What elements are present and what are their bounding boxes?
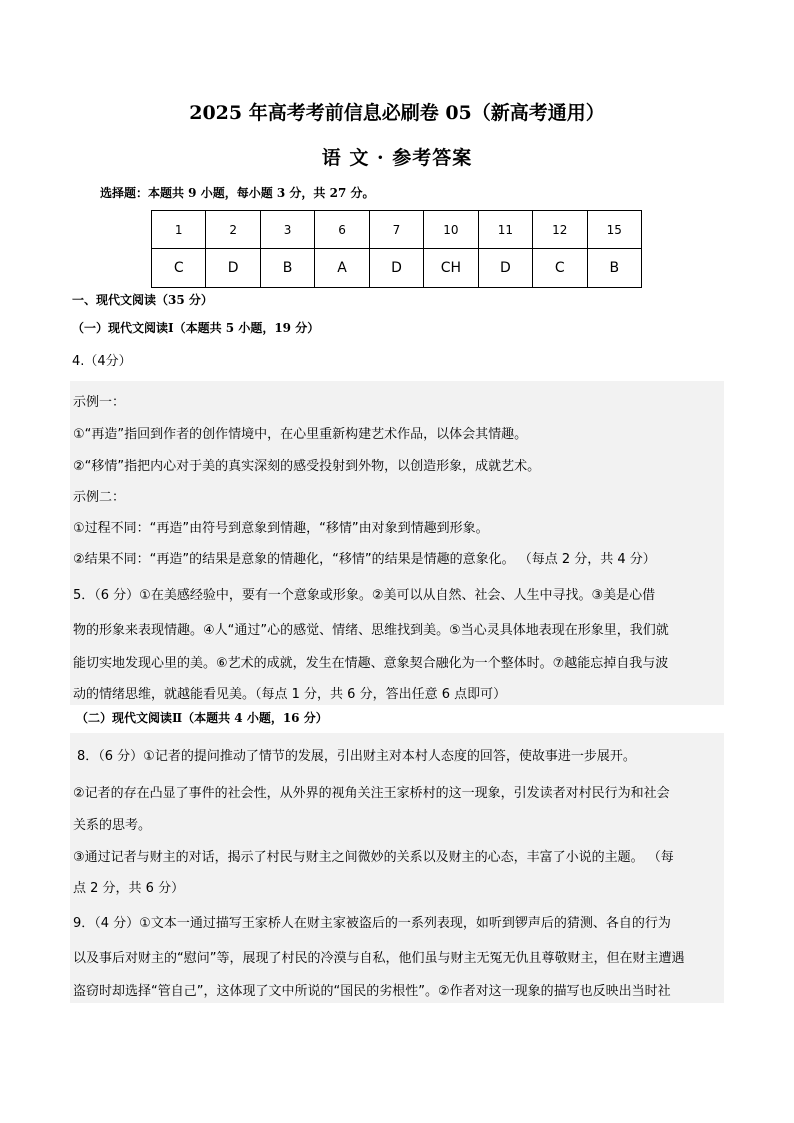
answer-cell: CH <box>424 249 478 288</box>
q5-line: 物的形象来表现情趣。④人“通过”心的感觉、情绪、思维找到美。⑤当心灵具体地表现在形象里，我们就 <box>73 623 669 638</box>
q8-line: 8．（6 分）①记者的提问推动了情节的发展，引出财主对本村人态度的回答，使故事进一步展开。 <box>77 749 636 764</box>
part2-heading: （二）现代文阅读Ⅱ（本题共 4 小题，16 分） <box>76 711 328 725</box>
q5-line: 5．（6 分）①在美感经验中，要有一个意象或形象。②美可以从自然、社会、人生中寻找。③美是心借 <box>73 588 656 603</box>
q8-line: 关系的思考。 <box>73 818 152 833</box>
q9-line: 以及事后对财主的“慰问”等，展现了村民的冷漠与自私，他们虽与财主无冤无仇且尊敬财主，但在财主遭遇 <box>73 951 685 966</box>
document-title: 2025 年高考考前信息必刷卷 05（新高考通用） <box>189 102 605 124</box>
answer-row <box>152 249 642 288</box>
question-number-row <box>152 211 642 249</box>
q9-line: 盗窃时却选择“管自己”，这体现了文中所说的“国民的劣根性”。②作者对这一现象的描写也反映出当时社 <box>73 984 671 999</box>
answer-cell: C <box>533 249 587 288</box>
answer-cell: D <box>478 249 532 288</box>
q4-line: 示例一： <box>73 395 126 410</box>
question-number-cell: 6 <box>315 211 369 249</box>
question-number-cell: 7 <box>369 211 423 249</box>
q4-label: 4.（4分） <box>72 354 132 369</box>
question-number-cell: 1 <box>152 211 206 249</box>
answer-cell: A <box>315 249 369 288</box>
part1-heading: （一）现代文阅读Ⅰ（本题共 5 小题，19 分） <box>72 321 320 335</box>
q4-line: ①“再造”指回到作者的创作情境中，在心里重新构建艺术作品，以体会其情趣。 <box>73 427 528 442</box>
question-number-cell: 12 <box>533 211 587 249</box>
answer-table <box>151 210 642 288</box>
q8-line: ②记者的存在凸显了事件的社会性，从外界的视角关注王家桥村的这一现象，引发读者对村民行为和社会 <box>73 786 670 801</box>
question-number-cell: 3 <box>260 211 314 249</box>
question-number-cell: 15 <box>587 211 642 249</box>
q4-line: ②“移情”指把内心对于美的真实深刻的感受投射到外物，以创造形象，成就艺术。 <box>73 459 541 474</box>
q5-line: 动的情绪思维，就越能看见美。（每点 1 分，共 6 分，答出任意 6 点即可） <box>73 687 507 702</box>
question-number-cell: 2 <box>206 211 260 249</box>
multiple-choice-intro: 选择题：本题共 9 小题，每小题 3 分，共 27 分。 <box>100 186 375 200</box>
q9-line: 9．（4 分）①文本一通过描写王家桥人在财主家被盗后的一系列表现，如听到锣声后的猜测、各自的行为 <box>73 916 671 931</box>
q4-line: ①过程不同：“再造”由符号到意象到情趣，“移情”由对象到情趣到形象。 <box>73 521 489 536</box>
answer-cell: C <box>152 249 206 288</box>
answer-cell: D <box>369 249 423 288</box>
section-heading: 一、现代文阅读（35 分） <box>72 293 213 307</box>
q8-line: ③通过记者与财主的对话，揭示了村民与财主之间微妙的关系以及财主的心态，丰富了小说的主题。 （每 <box>73 850 674 865</box>
q4-line: ②结果不同：“再造”的结果是意象的情趣化，“移情”的结果是情趣的意象化。 （每点 2 分，共 4 分） <box>73 552 656 567</box>
question-number-cell: 10 <box>424 211 478 249</box>
q5-line: 能切实地发现心里的美。⑥艺术的成就，发生在情趣、意象契合融化为一个整体时。⑦越能忘掉自我与波 <box>73 656 669 671</box>
answer-cell: B <box>587 249 642 288</box>
question-number-cell: 11 <box>478 211 532 249</box>
answer-cell: B <box>260 249 314 288</box>
answer-cell: D <box>206 249 260 288</box>
q8-line: 点 2 分，共 6 分） <box>73 881 185 896</box>
q4-line: 示例二： <box>73 490 126 505</box>
document-subtitle: 语 文 · 参考答案 <box>321 147 473 169</box>
